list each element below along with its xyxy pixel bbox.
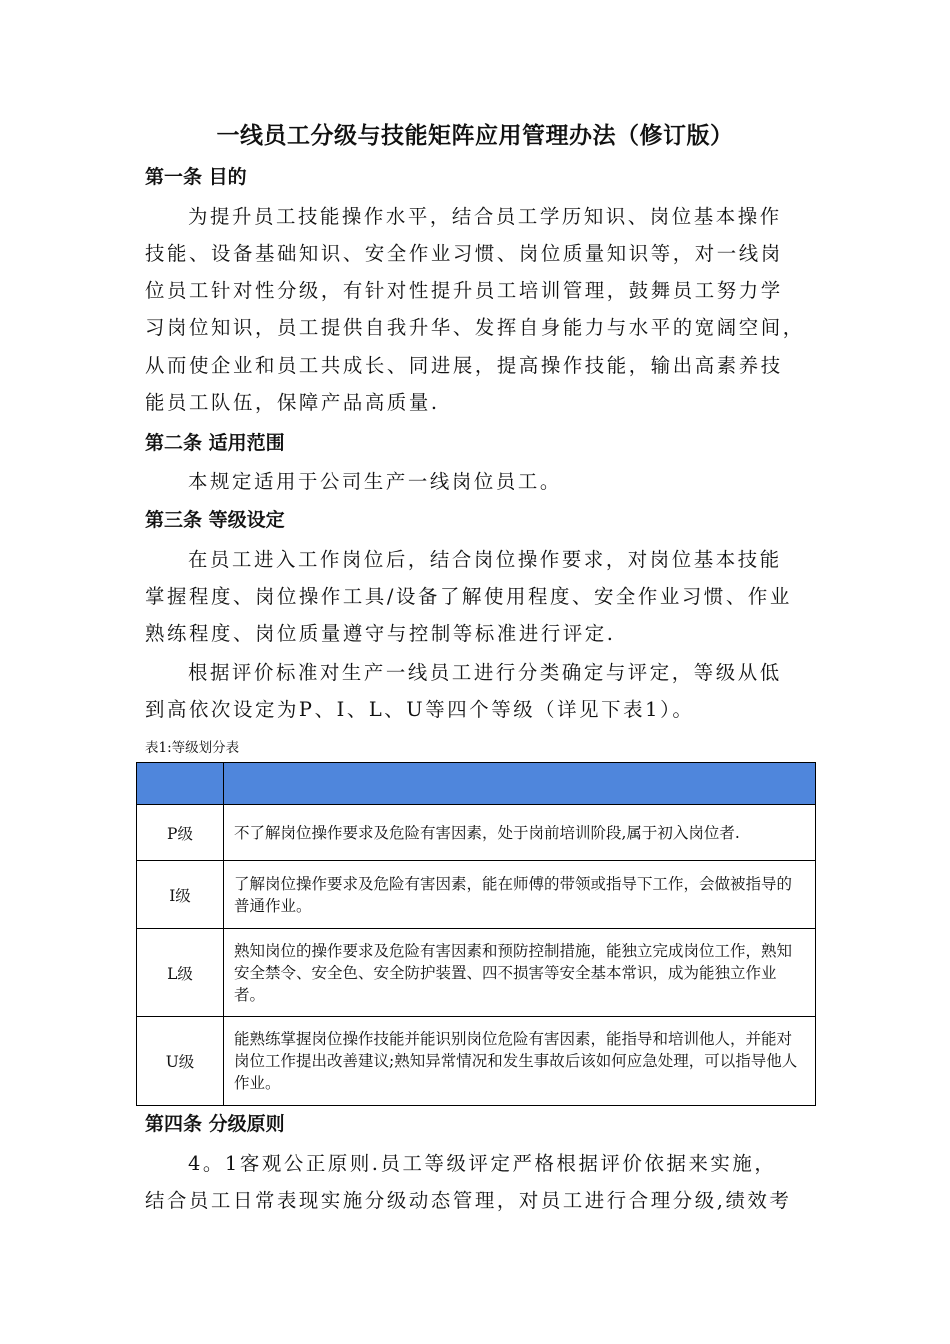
article-3-line: 根据评价标准对生产一线员工进行分类确定与评定，等级从低 bbox=[188, 661, 782, 684]
article-3-line: 熟练程度、岗位质量遵守与控制等标准进行评定. bbox=[145, 622, 616, 645]
article-3-line: 到高依次设定为P、I、L、U等四个等级（详见下表1）。 bbox=[145, 698, 695, 721]
article-1-heading: 第一条 目的 bbox=[145, 166, 247, 188]
grade-level-cell: P级 bbox=[137, 805, 224, 861]
grade-desc-cell: 熟知岗位的操作要求及危险有害因素和预防控制措施，能独立完成岗位工作，熟知安全禁令、安全色、安全防护装置、四不损害等安全基本常识，成为能独立作业者。 bbox=[224, 929, 816, 1017]
article-4-heading: 第四条 分级原则 bbox=[145, 1113, 285, 1135]
document-title: 一线员工分级与技能矩阵应用管理办法（修订版） bbox=[216, 123, 734, 149]
table-header-row bbox=[137, 763, 816, 805]
table-header-cell bbox=[137, 763, 224, 805]
article-3-line: 在员工进入工作岗位后，结合岗位操作要求，对岗位基本技能 bbox=[188, 548, 782, 571]
article-3-line: 掌握程度、岗位操作工具/设备了解使用程度、安全作业习惯、作业 bbox=[145, 585, 792, 608]
table-row bbox=[137, 805, 816, 861]
article-4-line: 结合员工日常表现实施分级动态管理，对员工进行合理分级,绩效考 bbox=[145, 1189, 792, 1212]
table-header-cell bbox=[224, 763, 816, 805]
grade-table bbox=[136, 762, 816, 1106]
grade-level-cell: I级 bbox=[137, 861, 224, 929]
table-row bbox=[137, 929, 816, 1017]
grade-desc-cell: 不了解岗位操作要求及危险有害因素，处于岗前培训阶段,属于初入岗位者. bbox=[224, 805, 816, 861]
table-caption: 表1:等级划分表 bbox=[145, 740, 240, 756]
grade-level-cell: L级 bbox=[137, 929, 224, 1017]
article-3-heading: 第三条 等级设定 bbox=[145, 509, 285, 531]
article-1-line: 从而使企业和员工共成长、同进展，提高操作技能，输出高素养技 bbox=[145, 354, 783, 377]
article-1-line: 位员工针对性分级，有针对性提升员工培训管理，鼓舞员工努力学 bbox=[145, 279, 783, 302]
article-1-line: 能员工队伍，保障产品高质量. bbox=[145, 391, 440, 414]
table-row bbox=[137, 1017, 816, 1106]
grade-desc-cell: 了解岗位操作要求及危险有害因素，能在师傅的带领或指导下工作，会做被指导的普通作业。 bbox=[224, 861, 816, 929]
table-row bbox=[137, 861, 816, 929]
article-2-line: 本规定适用于公司生产一线岗位员工。 bbox=[188, 470, 562, 493]
article-1-line: 为提升员工技能操作水平，结合员工学历知识、岗位基本操作 bbox=[188, 205, 782, 228]
article-1-line: 技能、设备基础知识、安全作业习惯、岗位质量知识等，对一线岗 bbox=[145, 242, 783, 265]
article-1-line: 习岗位知识，员工提供自我升华、发挥自身能力与水平的宽阔空间， bbox=[145, 316, 805, 339]
grade-level-cell: U级 bbox=[137, 1017, 224, 1106]
article-2-heading: 第二条 适用范围 bbox=[145, 432, 285, 454]
article-4-line: 4。1客观公正原则.员工等级评定严格根据评价依据来实施， bbox=[188, 1152, 777, 1175]
grade-desc-cell: 能熟练掌握岗位操作技能并能识别岗位危险有害因素，能指导和培训他人，并能对岗位工作提出改善建议;熟知异常情况和发生事故后该如何应急处理，可以指导他人作业。 bbox=[224, 1017, 816, 1106]
